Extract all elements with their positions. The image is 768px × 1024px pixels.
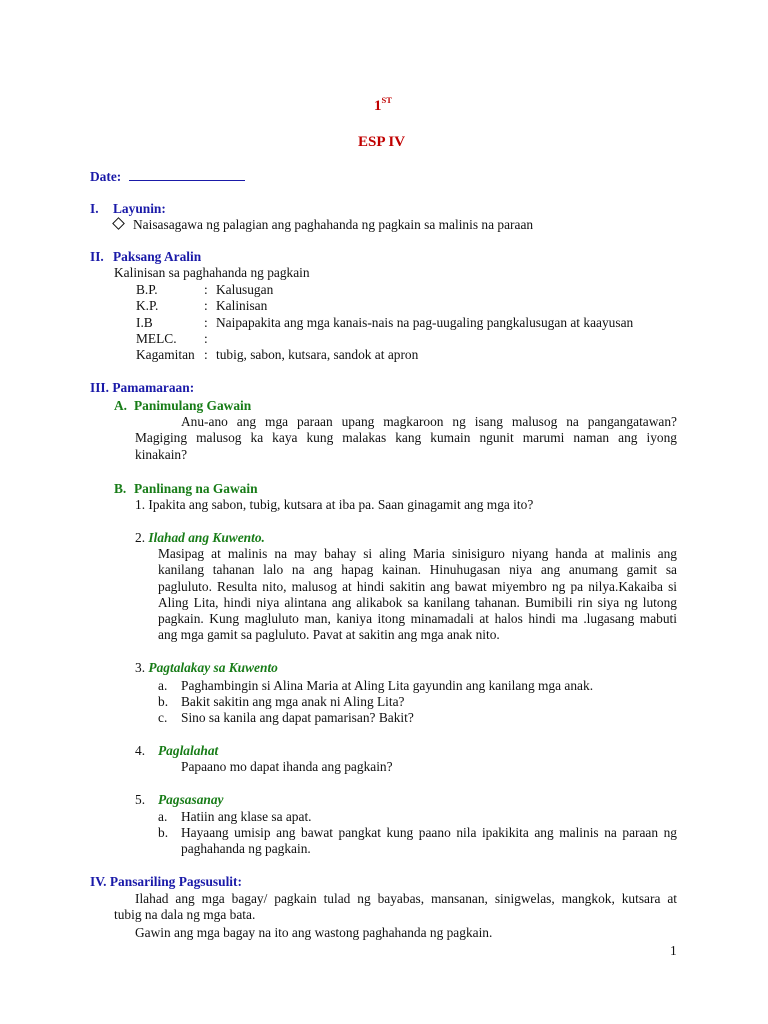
subject-title: ESP IV (358, 134, 406, 150)
item-label: Pagsasanay (158, 792, 224, 807)
section-number: I. (90, 201, 99, 216)
date-label: Date: (90, 169, 122, 184)
pagsasanay-sub-b-text (181, 825, 677, 858)
sub-text: Paghambingin si Alina Maria at Aling Lita gayundin ang kanilang mga anak. (181, 678, 594, 693)
item-label: Ilahad ang Kuwento. (148, 530, 265, 545)
paksang-topic: Kalinisan sa paghahanda ng pagkain (114, 265, 310, 280)
paragraph-line: Magiging malusog ka kaya kung malakas kang kumain ngunit marumi naman ang iyong (135, 430, 677, 446)
diamond-bullet-icon (112, 217, 125, 230)
row-key: MELC. (136, 331, 177, 346)
paragraph-line: pagkain. Kung magluluto man, kaniya itong minamadali at halos hindi ma .lugasang mabuti (158, 611, 677, 627)
item-label: Paglalahat (158, 743, 219, 758)
row-key: B.P. (136, 282, 158, 297)
panlinang-item-2-heading (135, 530, 265, 546)
section-pansariling-heading (90, 874, 242, 890)
kuwento-paragraph (158, 546, 677, 644)
paragraph-line: kanilang tahanan lalo na ang hapag kainan. Hinuhugasan niya ang anumang gamit sa (158, 562, 677, 578)
sub-letter: a. (158, 809, 168, 824)
row-value: Naipapakita ang mga kanais-nais na pag-uugaling pangkalusugan at kaayusan (216, 315, 634, 330)
layunin-bullet (114, 217, 533, 233)
paksang-row (136, 282, 273, 298)
section-number: IV. (90, 874, 107, 889)
pagtalakay-sub-b (158, 694, 405, 710)
item-label: Pagtalakay sa Kuwento (148, 660, 278, 675)
paksang-row (136, 331, 216, 347)
row-colon: : (204, 282, 208, 297)
section-number: II. (90, 249, 104, 264)
section-paksang-heading (90, 249, 201, 265)
row-colon: : (204, 315, 208, 330)
item-number: 4. (135, 743, 146, 758)
panlinang-item-1: 1. Ipakita ang sabon, tubig, kutsara at iba pa. Saan ginagamit ang mga ito? (135, 497, 534, 512)
row-key: K.P. (136, 298, 159, 313)
subsection-letter: A. (114, 398, 128, 413)
section-label: Pamamaraan: (112, 380, 195, 395)
date-field (90, 168, 245, 185)
row-value: Kalinisan (216, 298, 268, 313)
panlinang-item-5-heading (135, 792, 223, 808)
paragraph-line: Masipag at malinis na may bahay si aling Maria sinisiguro niyang handa at malinis ang (158, 546, 677, 561)
paragraph-line: Aling Lita, hindi niya alintana ang alikabok sa kanilang tahanan. Bumibili rin siya ng lutong (158, 594, 677, 610)
item-number: 2. (135, 530, 146, 545)
lesson-number-digit: 1 (374, 98, 382, 114)
layunin-text: Naisasagawa ng palagian ang paghahanda ng pagkain sa malinis na paraan (133, 217, 534, 232)
row-value: Kalusugan (216, 282, 274, 297)
date-blank-line (129, 168, 245, 181)
pagsasanay-sub-a (158, 809, 312, 825)
row-colon: : (204, 298, 208, 313)
section-label: Paksang Aralin (113, 249, 202, 264)
pansariling-line-3: Gawin ang mga bagay na ito ang wastong paghahanda ng pagkain. (135, 925, 493, 940)
sub-text: Bakit sakitin ang mga anak ni Aling Lita? (181, 694, 405, 709)
subsection-b-heading (114, 481, 258, 497)
row-colon: : (204, 331, 208, 346)
sub-letter: b. (158, 694, 169, 709)
section-layunin-heading (90, 201, 166, 217)
paragraph-line: tubig na dala ng mga bata. (114, 907, 256, 923)
lesson-number (374, 93, 392, 114)
panlinang-item-3-heading (135, 660, 278, 676)
paragraph-line: Ilahad ang mga bagay/ pagkain tulad ng bayabas, mansanan, sinigwelas, mangkok, kutsara at (135, 891, 677, 906)
page-number: 1 (670, 943, 677, 958)
paksang-row (136, 298, 267, 314)
paragraph-line: Anu-ano ang mga paraan upang magkaroon ng isang malusog na pangangatawan? (181, 414, 677, 429)
pagtalakay-sub-c (158, 710, 414, 726)
sub-text: Sino sa kanila ang dapat pamarisan? Bakit? (181, 710, 414, 725)
sub-text: Hatiin ang klase sa apat. (181, 809, 312, 824)
row-colon: : (204, 347, 208, 362)
pagsasanay-sub-b-letter: b. (158, 825, 169, 840)
lesson-number-suffix: ST (381, 95, 392, 105)
pansariling-paragraph (114, 891, 677, 924)
row-key: Kagamitan (136, 347, 195, 362)
paragraph-line: pagluluto. Resulta nito, malusog at hindi sakitin ang bawat miyembro ng pa nilya.Kakaiba si (158, 578, 677, 594)
pagtalakay-sub-a (158, 678, 593, 694)
panimulang-paragraph (135, 414, 677, 463)
paragraph-line: Hayaang umisip ang bawat pangkat kung paano nila ipakikita ang malinis na paraan ng (181, 825, 677, 840)
item-number: 3. (135, 660, 146, 675)
section-number: III. (90, 380, 109, 395)
section-label: Pansariling Pagsusulit: (109, 874, 242, 889)
section-pamamaraan-heading (90, 380, 194, 396)
section-label: Layunin: (113, 201, 166, 216)
subsection-a-heading (114, 398, 251, 414)
sub-letter: c. (158, 710, 168, 725)
row-value: tubig, sabon, kutsara, sandok at apron (216, 347, 419, 362)
paragraph-line: ang mga gamit sa pagluluto. Pavat at sakitin ang mga anak nito. (158, 627, 500, 643)
row-key: I.B (136, 315, 153, 330)
subsection-label: Panlinang na Gawain (134, 481, 258, 496)
item-number: 5. (135, 792, 146, 807)
paksang-row (136, 347, 418, 363)
paragraph-line: paghahanda ng pagkain. (181, 841, 311, 857)
paragraph-line: kinakain? (135, 446, 188, 462)
paksang-row (136, 315, 633, 331)
subsection-letter: B. (114, 481, 127, 496)
sub-letter: a. (158, 678, 168, 693)
paglalahat-text: Papaano mo dapat ihanda ang pagkain? (181, 759, 393, 774)
panlinang-item-4-heading (135, 743, 218, 759)
subsection-label: Panimulang Gawain (134, 398, 252, 413)
